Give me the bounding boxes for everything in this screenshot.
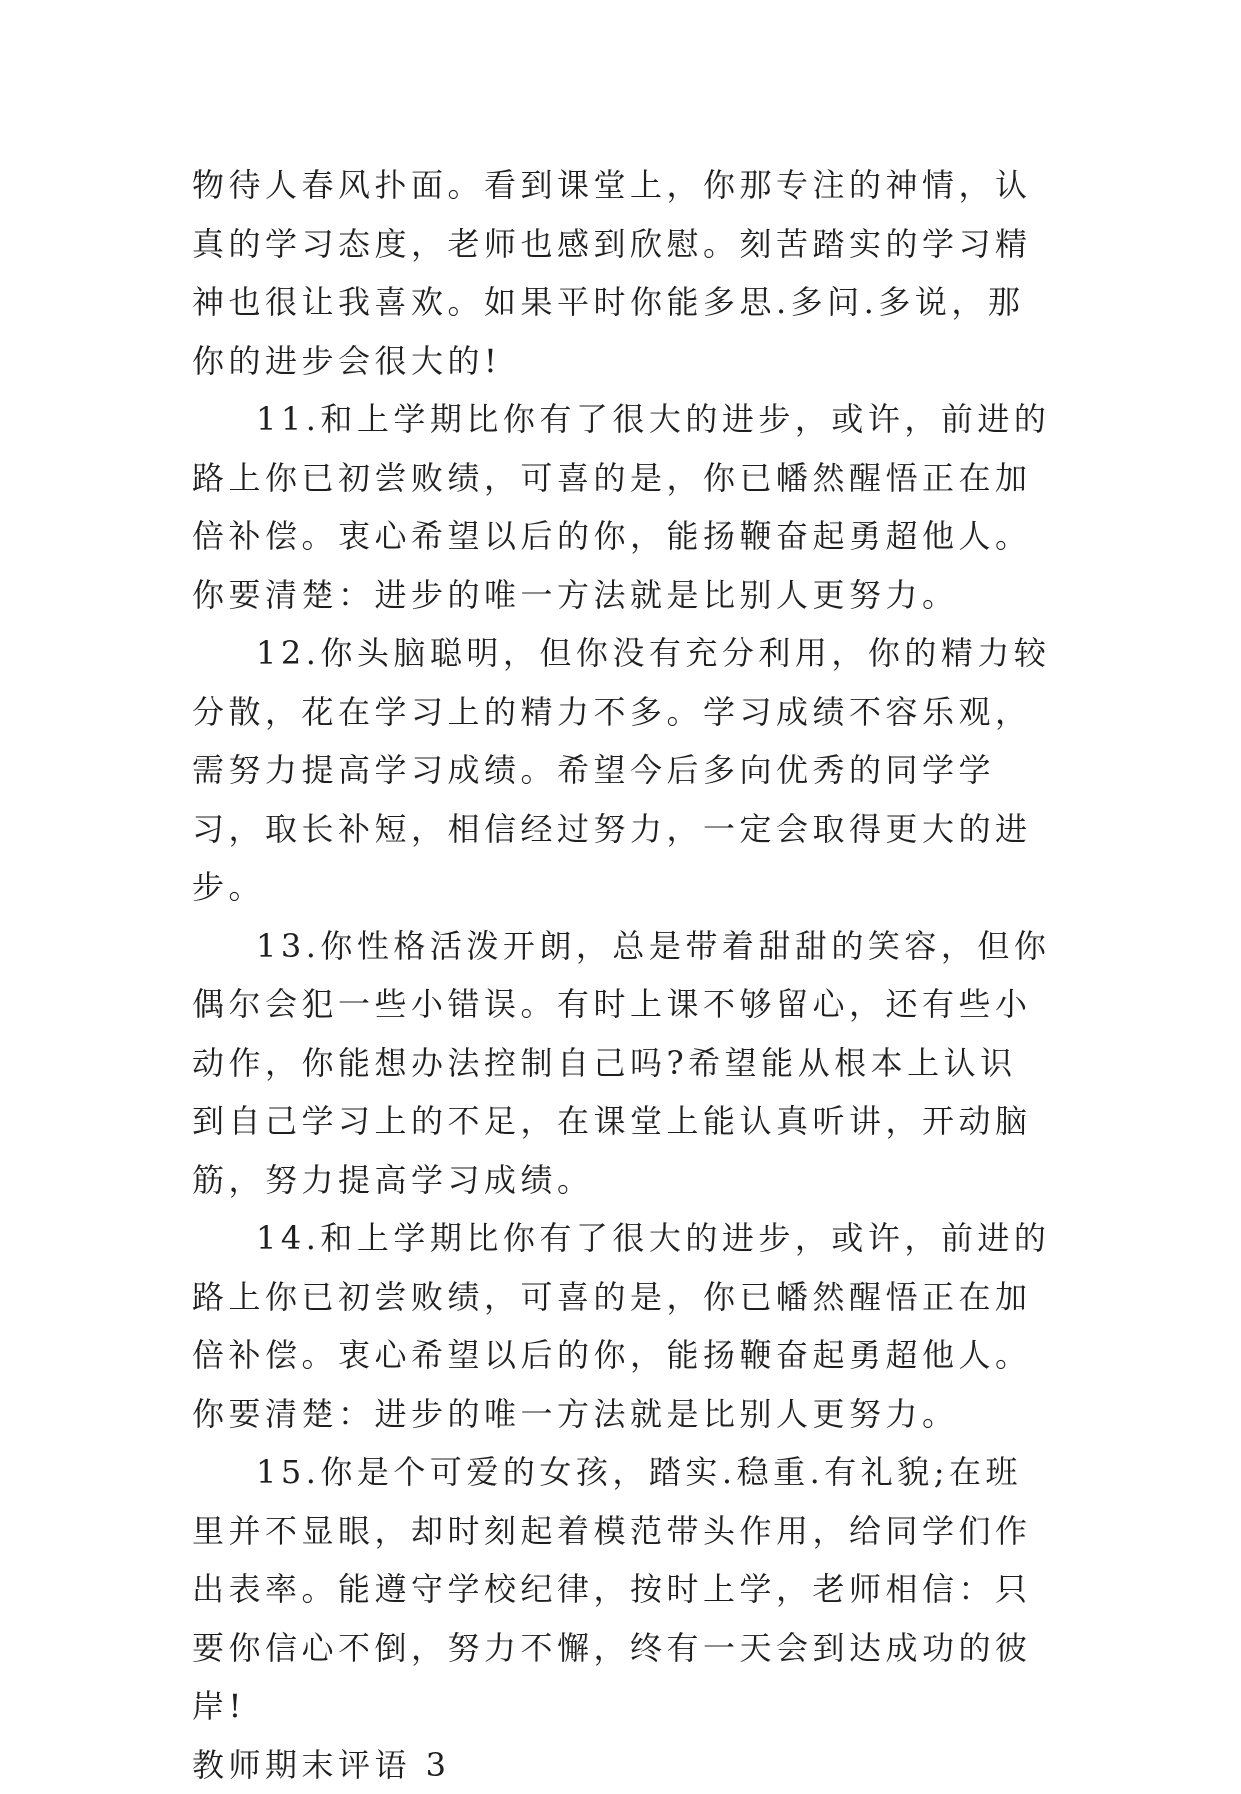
comment-paragraph-continued: 物待人春风扑面。看到课堂上，你那专注的神情，认真的学习态度，老师也感到欣慰。刻苦踏实的学习精神也很让我喜欢。如果平时你能多思.多问.多说，那你的进步会很大的! [192, 156, 1052, 390]
comment-paragraph-11: 11.和上学期比你有了很大的进步，或许，前进的路上你已初尝败绩，可喜的是，你已幡然醒悟正在加倍补偿。衷心希望以后的你，能扬鞭奋起勇超他人。你要清楚：进步的唯一方法就是比别人更努力。 [192, 390, 1052, 624]
comment-paragraph-12: 12.你头脑聪明，但你没有充分利用，你的精力较分散，花在学习上的精力不多。学习成绩不容乐观，需努力提高学习成绩。希望今后多向优秀的同学学习，取长补短，相信经过努力，一定会取得更大的进步。 [192, 624, 1052, 917]
comment-paragraph-15: 15.你是个可爱的女孩，踏实.稳重.有礼貌;在班里并不显眼，却时刻起着模范带头作用，给同学们作出表率。能遵守学校纪律，按时上学，老师相信：只要你信心不倒，努力不懈，终有一天会到达成功的彼岸! [192, 1443, 1052, 1736]
document-body [192, 156, 1052, 1794]
comment-paragraph-14: 14.和上学期比你有了很大的进步，或许，前进的路上你已初尝败绩，可喜的是，你已幡然醒悟正在加倍补偿。衷心希望以后的你，能扬鞭奋起勇超他人。你要清楚：进步的唯一方法就是比别人更努力。 [192, 1209, 1052, 1443]
comment-paragraph-13: 13.你性格活泼开朗，总是带着甜甜的笑容，但你偶尔会犯一些小错误。有时上课不够留心，还有些小动作，你能想办法控制自己吗?希望能从根本上认识到自己学习上的不足，在课堂上能认真听讲，开动脑筋，努力提高学习成绩。 [192, 917, 1052, 1210]
section-heading: 教师期末评语 3 [192, 1736, 1052, 1794]
